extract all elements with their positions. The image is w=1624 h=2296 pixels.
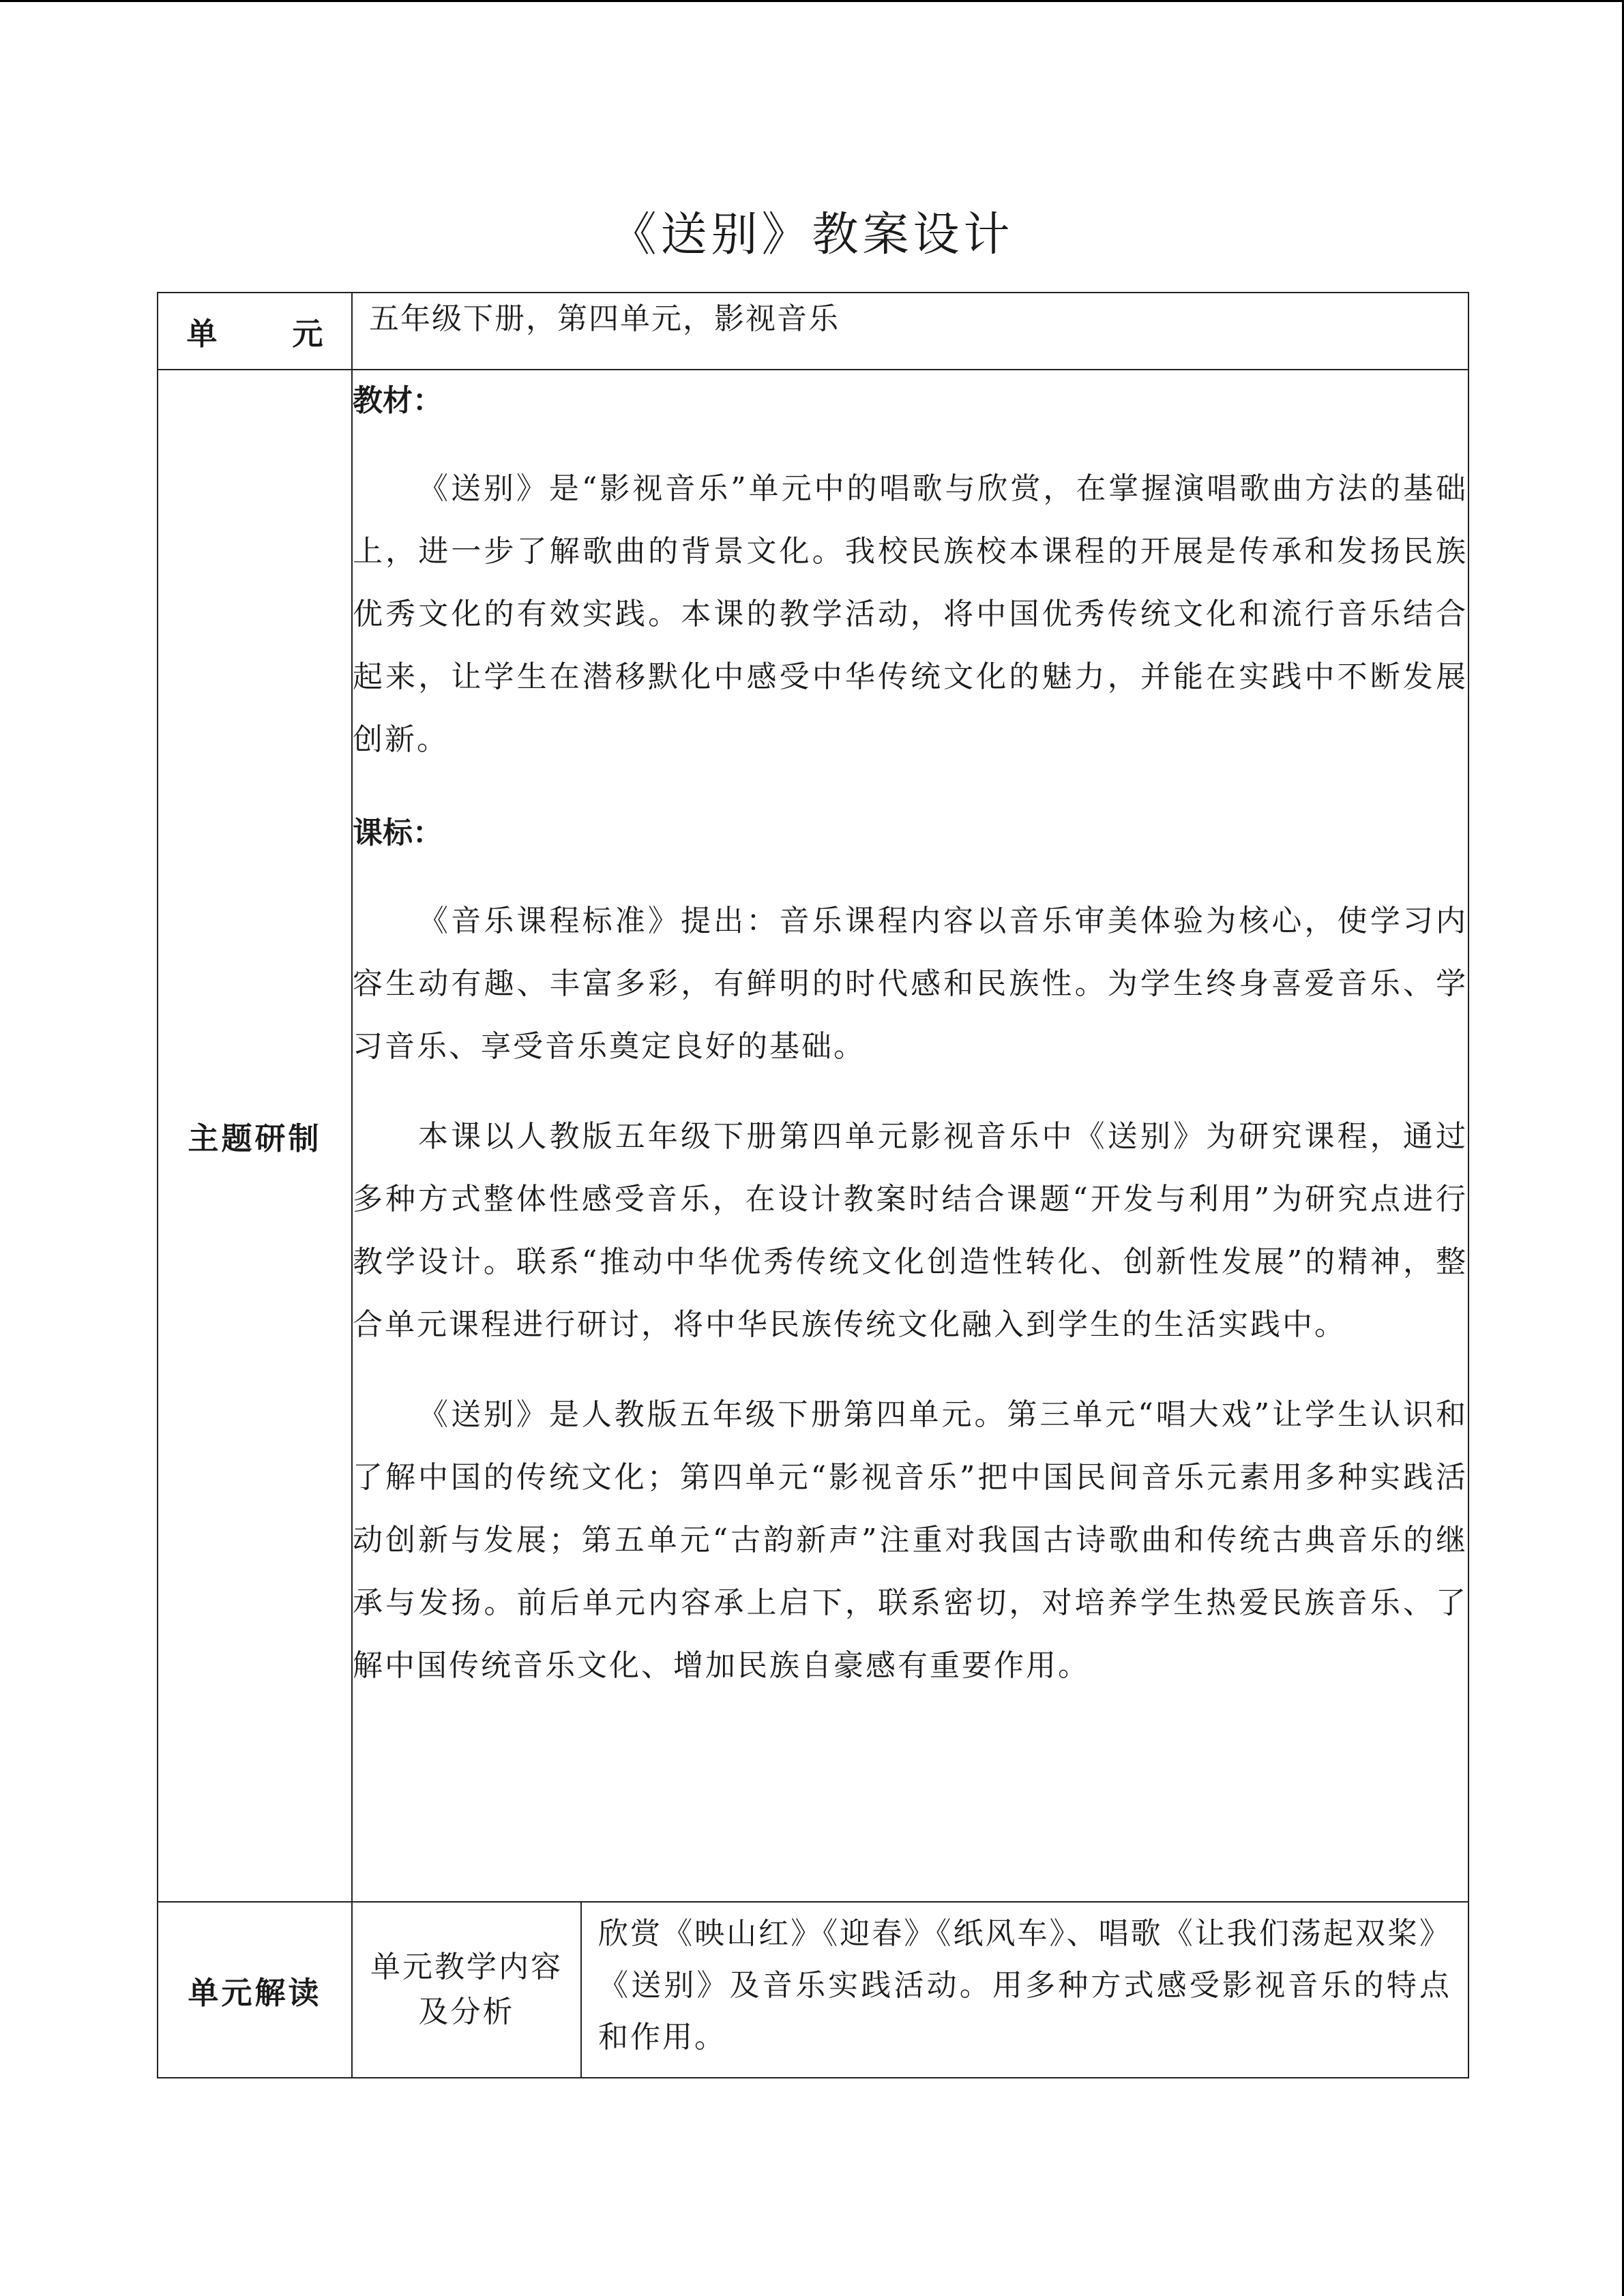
paragraph-textbook: 《送别》是“影视音乐”单元中的唱歌与欣赏，在掌握演唱歌曲方法的基础上，进一步了解歌曲的背景文化。我校民族校本课程的开展是传承和发扬民族优秀文化的有效实践。本课的教学活动，将中国优秀传统文化和流行音乐结合起来，让学生在潜移默化中感受中华传统文化的魅力，并能在实践中不断发展创新。	[353, 471, 1468, 757]
topic-label: 主题研制	[188, 1120, 322, 1157]
topic-row	[158, 370, 1468, 1902]
lesson-plan-table	[157, 292, 1469, 2078]
topic-label-cell	[158, 370, 352, 1902]
unit-label-part2: 元	[292, 316, 323, 352]
unit-label-cell	[158, 293, 352, 370]
page-top-border	[0, 0, 1624, 2]
analysis-sublabel-cell	[352, 1902, 581, 2078]
unit-value-cell	[352, 293, 1468, 370]
paragraph-curriculum-standard: 《音乐课程标准》提出：音乐课程内容以音乐审美体验为核心，使学习内容生动有趣、丰富多彩，有鲜明的时代感和民族性。为学生终身喜爱音乐、学习音乐、享受音乐奠定良好的基础。	[353, 904, 1468, 1064]
section-heading-textbook: 教材：	[353, 383, 443, 418]
paragraph-unit-context: 《送别》是人教版五年级下册第四单元。第三单元“唱大戏”让学生认识和了解中国的传统文化；第四单元“影视音乐”把中国民间音乐元素用多种实践活动创新与发展；第五单元“古韵新声”注重对我国古诗歌曲和传统古典音乐的继承与发扬。前后单元内容承上启下，联系密切，对培养学生热爱民族音乐、了解中国传统音乐文化、增加民族自豪感有重要作用。	[353, 1397, 1468, 1683]
unit-value: 五年级下册，第四单元，影视音乐	[369, 301, 840, 336]
section-heading-curriculum: 课标：	[353, 816, 443, 850]
paragraph-research: 本课以人教版五年级下册第四单元影视音乐中《送别》为研究课程，通过多种方式整体性感受音乐，在设计教案时结合课题“开发与利用”为研究点进行教学设计。联系“推动中华优秀传统文化创造性转化、创新性发展”的精神，整合单元课程进行研讨，将中华民族传统文化融入到学生的生活实践中。	[353, 1119, 1468, 1342]
analysis-sublabel: 单元教学内容及分析	[370, 1950, 563, 2029]
unit-label-part1: 单	[186, 316, 218, 352]
analysis-row	[158, 1902, 1468, 2078]
analysis-content: 欣赏《映山红》《迎春》《纸风车》、唱歌《让我们荡起双桨》《送别》及音乐实践活动。用多种方式感受影视音乐的特点和作用。	[598, 1916, 1451, 2055]
analysis-content-cell	[581, 1902, 1468, 2078]
unit-row	[158, 293, 1468, 370]
topic-content-cell	[352, 370, 1468, 1902]
document-title: 《送别》教案设计	[610, 208, 1014, 262]
analysis-label: 单元解读	[188, 1974, 322, 2011]
analysis-label-cell	[158, 1902, 352, 2078]
